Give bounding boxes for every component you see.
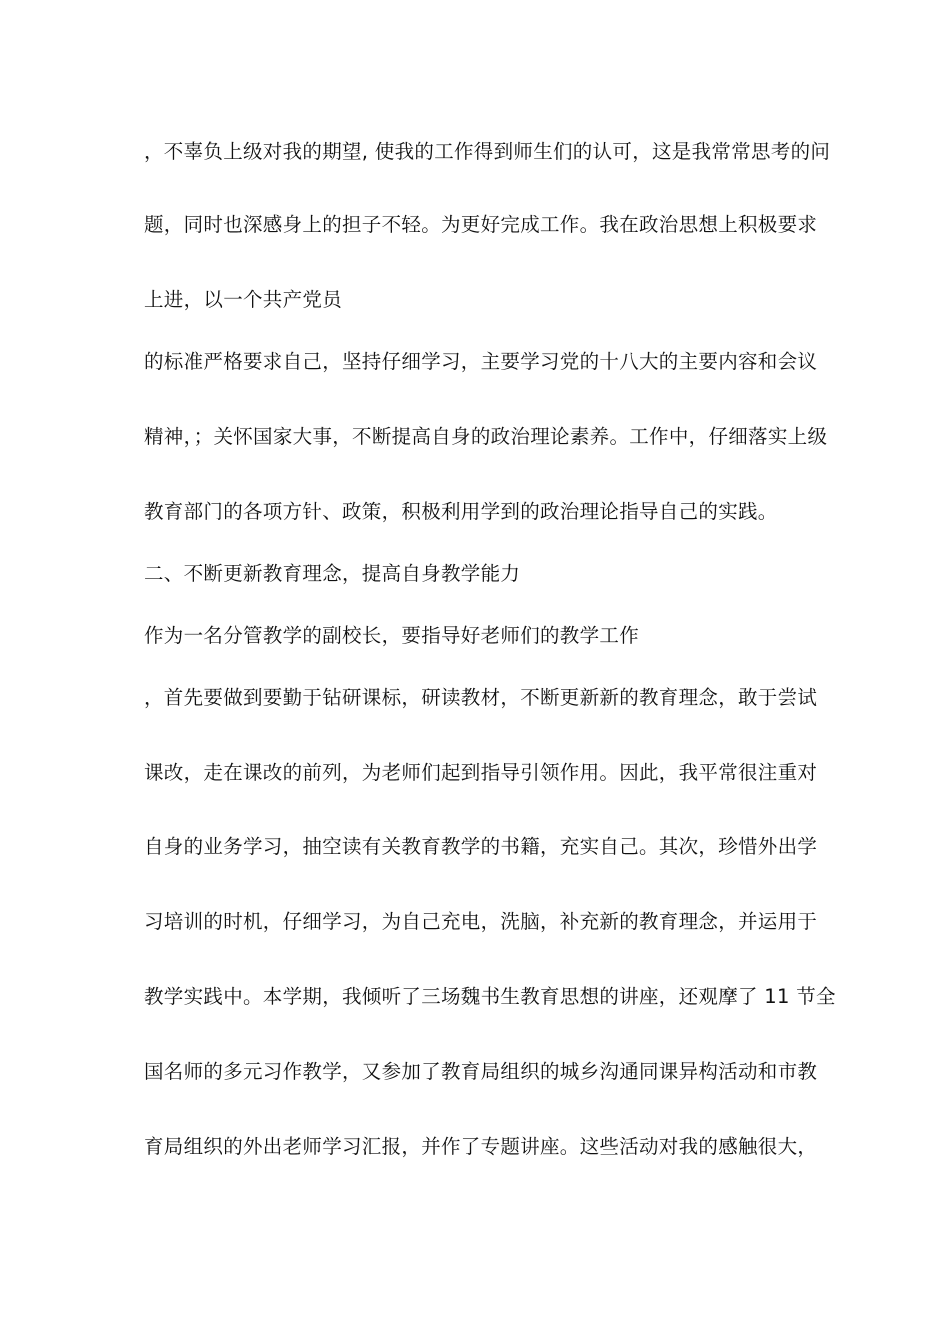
paragraph-line: ，首先要做到要勤于钻研课标，研读教材，不断更新新的教育理念，敢于尝试	[144, 686, 818, 709]
paragraph-line: 国名师的多元习作教学，又参加了教育局组织的城乡沟通同课异构活动和市教	[144, 1060, 818, 1083]
paragraph-line: 课改，走在课改的前列，为老师们起到指导引领作用。因此，我平常很注重对	[144, 761, 818, 784]
section-heading: 二、不断更新教育理念，提高自身教学能力	[144, 562, 521, 585]
paragraph-line: 精神，；关怀国家大事，不断提高自身的政治理论素养。工作中，仔细落实上级	[144, 425, 828, 448]
paragraph-line: 自身的业务学习，抽空读有关教育教学的书籍，充实自己。其次，珍惜外出学	[144, 835, 818, 858]
paragraph-line: 教育部门的各项方针、政策，积极利用学到的政治理论指导自己的实践。	[144, 500, 778, 523]
paragraph-line: 育局组织的外出老师学习汇报，并作了专题讲座。这些活动对我的感触很大，	[144, 1135, 818, 1158]
paragraph-line: 教学实践中。本学期，我倾听了三场魏书生教育思想的讲座，还观摩了 11 节全	[144, 985, 836, 1008]
paragraph-line: 作为一名分管教学的副校长，要指导好老师们的教学工作	[144, 624, 640, 647]
paragraph-line: 题，同时也深感身上的担子不轻。为更好完成工作。我在政治思想上积极要求	[144, 213, 818, 236]
paragraph-line: ，不辜负上级对我的期望, 使我的工作得到师生们的认可，这是我常常思考的问	[144, 140, 831, 163]
paragraph-line: 上进，以一个共产党员	[144, 288, 343, 311]
paragraph-line: 习培训的时机，仔细学习，为自己充电，洗脑，补充新的教育理念，并运用于	[144, 910, 818, 933]
paragraph-line: 的标准严格要求自己，坚持仔细学习，主要学习党的十八大的主要内容和会议	[144, 350, 818, 373]
